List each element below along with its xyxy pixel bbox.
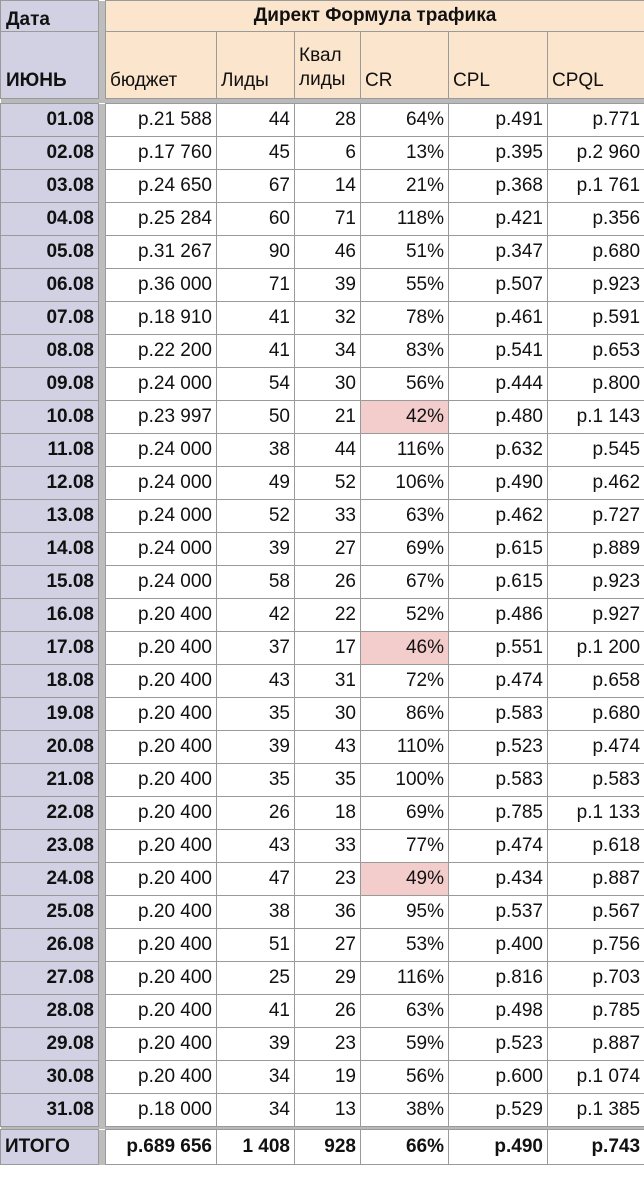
cell-budget: р.23 997 xyxy=(106,401,217,434)
cell-cpl: р.462 xyxy=(449,500,548,533)
cell-cpql: р.1 761 xyxy=(548,170,644,203)
table-row xyxy=(1,533,644,566)
column-gap xyxy=(99,665,106,698)
cell-budget: р.20 400 xyxy=(106,731,217,764)
cell-cpl: р.583 xyxy=(449,764,548,797)
cell-cr: 77% xyxy=(361,830,449,863)
cell-qual-leads: 30 xyxy=(295,368,361,401)
cell-leads: 43 xyxy=(217,830,295,863)
column-gap xyxy=(99,170,106,203)
cell-budget: р.18 000 xyxy=(106,1094,217,1127)
column-header-leads: Лиды xyxy=(217,32,295,99)
cell-leads: 35 xyxy=(217,764,295,797)
cell-date: 02.08 xyxy=(1,137,99,170)
cell-cpql: р.887 xyxy=(548,863,644,896)
cell-cr: 56% xyxy=(361,1061,449,1094)
cell-budget: р.20 400 xyxy=(106,698,217,731)
cell-cpql: р.618 xyxy=(548,830,644,863)
cell-cpql: р.703 xyxy=(548,962,644,995)
cell-cr: 63% xyxy=(361,995,449,1028)
total-row xyxy=(1,1130,644,1165)
column-gap xyxy=(99,599,106,632)
cell-date: 15.08 xyxy=(1,566,99,599)
cell-cr: 64% xyxy=(361,104,449,137)
cell-cr: 38% xyxy=(361,1094,449,1127)
cell-cpql: р.727 xyxy=(548,500,644,533)
cell-cr: 53% xyxy=(361,929,449,962)
header-month: ИЮНЬ xyxy=(1,32,99,99)
cell-qual-leads: 22 xyxy=(295,599,361,632)
total-cell-cpql: р.743 xyxy=(548,1130,644,1165)
cell-cpl: р.434 xyxy=(449,863,548,896)
cell-cr: 21% xyxy=(361,170,449,203)
cell-budget: р.20 400 xyxy=(106,632,217,665)
cell-budget: р.24 000 xyxy=(106,500,217,533)
cell-cr: 110% xyxy=(361,731,449,764)
cell-cr: 116% xyxy=(361,434,449,467)
cell-budget: р.20 400 xyxy=(106,665,217,698)
cell-budget: р.20 400 xyxy=(106,995,217,1028)
cell-cr: 86% xyxy=(361,698,449,731)
cell-qual-leads: 43 xyxy=(295,731,361,764)
cell-cpl: р.615 xyxy=(449,566,548,599)
cell-leads: 47 xyxy=(217,863,295,896)
cell-date: 12.08 xyxy=(1,467,99,500)
cell-budget: р.24 000 xyxy=(106,566,217,599)
table-row xyxy=(1,434,644,467)
cell-qual-leads: 44 xyxy=(295,434,361,467)
cell-cpql: р.771 xyxy=(548,104,644,137)
column-gap xyxy=(99,500,106,533)
cell-cpl: р.529 xyxy=(449,1094,548,1127)
cell-qual-leads: 34 xyxy=(295,335,361,368)
column-header-qual-leads: Квал лиды xyxy=(295,32,361,99)
cell-date: 25.08 xyxy=(1,896,99,929)
cell-leads: 41 xyxy=(217,335,295,368)
cell-cpl: р.491 xyxy=(449,104,548,137)
cell-qual-leads: 27 xyxy=(295,533,361,566)
cell-cr: 49% xyxy=(361,863,449,896)
column-gap xyxy=(99,995,106,1028)
column-gap xyxy=(99,1094,106,1127)
cell-cpql: р.1 385 xyxy=(548,1094,644,1127)
cell-leads: 44 xyxy=(217,104,295,137)
cell-cpql: р.591 xyxy=(548,302,644,335)
cell-qual-leads: 21 xyxy=(295,401,361,434)
cell-cr: 67% xyxy=(361,566,449,599)
table-row xyxy=(1,269,644,302)
cell-cr: 118% xyxy=(361,203,449,236)
cell-cpql: р.1 074 xyxy=(548,1061,644,1094)
cell-qual-leads: 30 xyxy=(295,698,361,731)
cell-cpl: р.583 xyxy=(449,698,548,731)
cell-leads: 34 xyxy=(217,1061,295,1094)
table-row xyxy=(1,863,644,896)
cell-cpl: р.474 xyxy=(449,830,548,863)
column-gap xyxy=(99,335,106,368)
total-cell-cpl: р.490 xyxy=(449,1130,548,1165)
table-row xyxy=(1,764,644,797)
column-gap xyxy=(99,797,106,830)
cell-qual-leads: 39 xyxy=(295,269,361,302)
cell-cr: 83% xyxy=(361,335,449,368)
cell-cpl: р.523 xyxy=(449,731,548,764)
cell-date: 24.08 xyxy=(1,863,99,896)
cell-leads: 39 xyxy=(217,533,295,566)
cell-cpl: р.615 xyxy=(449,533,548,566)
cell-qual-leads: 18 xyxy=(295,797,361,830)
cell-cpl: р.498 xyxy=(449,995,548,1028)
header-date: Дата xyxy=(1,1,99,32)
table-row xyxy=(1,632,644,665)
cell-cpl: р.507 xyxy=(449,269,548,302)
cell-leads: 34 xyxy=(217,1094,295,1127)
cell-budget: р.20 400 xyxy=(106,863,217,896)
column-gap xyxy=(99,368,106,401)
cell-cpql: р.545 xyxy=(548,434,644,467)
table-row xyxy=(1,500,644,533)
cell-budget: р.24 000 xyxy=(106,368,217,401)
cell-qual-leads: 36 xyxy=(295,896,361,929)
cell-cpl: р.461 xyxy=(449,302,548,335)
cell-budget: р.20 400 xyxy=(106,1028,217,1061)
cell-date: 16.08 xyxy=(1,599,99,632)
cell-budget: р.20 400 xyxy=(106,764,217,797)
cell-budget: р.20 400 xyxy=(106,962,217,995)
table-row xyxy=(1,1094,644,1127)
cell-budget: р.22 200 xyxy=(106,335,217,368)
column-gap xyxy=(99,731,106,764)
table-row xyxy=(1,401,644,434)
cell-date: 28.08 xyxy=(1,995,99,1028)
cell-cr: 55% xyxy=(361,269,449,302)
cell-budget: р.20 400 xyxy=(106,599,217,632)
cell-leads: 38 xyxy=(217,896,295,929)
cell-qual-leads: 33 xyxy=(295,830,361,863)
cell-leads: 52 xyxy=(217,500,295,533)
cell-cpql: р.1 143 xyxy=(548,401,644,434)
cell-date: 01.08 xyxy=(1,104,99,137)
cell-date: 05.08 xyxy=(1,236,99,269)
cell-cpql: р.653 xyxy=(548,335,644,368)
cell-qual-leads: 28 xyxy=(295,104,361,137)
cell-qual-leads: 26 xyxy=(295,995,361,1028)
column-gap xyxy=(99,104,106,137)
cell-date: 09.08 xyxy=(1,368,99,401)
cell-budget: р.24 000 xyxy=(106,467,217,500)
column-gap xyxy=(99,698,106,731)
cell-cpl: р.523 xyxy=(449,1028,548,1061)
cell-cr: 63% xyxy=(361,500,449,533)
cell-date: 07.08 xyxy=(1,302,99,335)
cell-date: 22.08 xyxy=(1,797,99,830)
cell-leads: 71 xyxy=(217,269,295,302)
cell-qual-leads: 13 xyxy=(295,1094,361,1127)
cell-leads: 58 xyxy=(217,566,295,599)
table-row xyxy=(1,566,644,599)
table-row xyxy=(1,896,644,929)
cell-leads: 49 xyxy=(217,467,295,500)
cell-cpl: р.537 xyxy=(449,896,548,929)
cell-cpl: р.400 xyxy=(449,929,548,962)
column-gap xyxy=(99,566,106,599)
cell-budget: р.20 400 xyxy=(106,797,217,830)
cell-cpql: р.583 xyxy=(548,764,644,797)
cell-date: 19.08 xyxy=(1,698,99,731)
cell-cr: 69% xyxy=(361,797,449,830)
table-row xyxy=(1,170,644,203)
cell-cpl: р.541 xyxy=(449,335,548,368)
cell-date: 03.08 xyxy=(1,170,99,203)
cell-leads: 41 xyxy=(217,995,295,1028)
table-row xyxy=(1,665,644,698)
table-row xyxy=(1,830,644,863)
total-cell-qual-leads: 928 xyxy=(295,1130,361,1165)
column-gap xyxy=(99,896,106,929)
column-gap xyxy=(99,863,106,896)
cell-leads: 90 xyxy=(217,236,295,269)
cell-date: 17.08 xyxy=(1,632,99,665)
column-gap xyxy=(99,236,106,269)
cell-budget: р.20 400 xyxy=(106,896,217,929)
cell-qual-leads: 29 xyxy=(295,962,361,995)
cell-leads: 42 xyxy=(217,599,295,632)
table-row xyxy=(1,467,644,500)
cell-qual-leads: 14 xyxy=(295,170,361,203)
cell-budget: р.20 400 xyxy=(106,929,217,962)
cell-date: 21.08 xyxy=(1,764,99,797)
cell-qual-leads: 46 xyxy=(295,236,361,269)
cell-cpql: р.923 xyxy=(548,269,644,302)
cell-cr: 106% xyxy=(361,467,449,500)
cell-qual-leads: 52 xyxy=(295,467,361,500)
cell-cpql: р.680 xyxy=(548,236,644,269)
cell-leads: 43 xyxy=(217,665,295,698)
cell-qual-leads: 32 xyxy=(295,302,361,335)
table-row xyxy=(1,599,644,632)
cell-date: 18.08 xyxy=(1,665,99,698)
column-gap xyxy=(99,269,106,302)
table-row xyxy=(1,698,644,731)
cell-date: 14.08 xyxy=(1,533,99,566)
column-header-budget: бюджет xyxy=(106,32,217,99)
cell-cpl: р.480 xyxy=(449,401,548,434)
cell-date: 08.08 xyxy=(1,335,99,368)
cell-cpql: р.567 xyxy=(548,896,644,929)
cell-cpl: р.785 xyxy=(449,797,548,830)
table-row xyxy=(1,368,644,401)
cell-cpql: р.2 960 xyxy=(548,137,644,170)
column-gap xyxy=(99,1061,106,1094)
cell-cr: 59% xyxy=(361,1028,449,1061)
cell-budget: р.36 000 xyxy=(106,269,217,302)
cell-budget: р.18 910 xyxy=(106,302,217,335)
cell-cpql: р.680 xyxy=(548,698,644,731)
table-row xyxy=(1,137,644,170)
cell-cpl: р.368 xyxy=(449,170,548,203)
cell-budget: р.25 284 xyxy=(106,203,217,236)
cell-qual-leads: 6 xyxy=(295,137,361,170)
table-row xyxy=(1,929,644,962)
table-title: Директ Формула трафика xyxy=(106,1,644,32)
table-row xyxy=(1,104,644,137)
cell-cpl: р.632 xyxy=(449,434,548,467)
cell-cr: 116% xyxy=(361,962,449,995)
cell-leads: 54 xyxy=(217,368,295,401)
column-gap xyxy=(99,467,106,500)
cell-qual-leads: 71 xyxy=(295,203,361,236)
cell-budget: р.20 400 xyxy=(106,1061,217,1094)
cell-qual-leads: 33 xyxy=(295,500,361,533)
column-gap xyxy=(99,434,106,467)
cell-leads: 26 xyxy=(217,797,295,830)
cell-cpl: р.421 xyxy=(449,203,548,236)
cell-date: 31.08 xyxy=(1,1094,99,1127)
cell-cpql: р.785 xyxy=(548,995,644,1028)
table-row xyxy=(1,1061,644,1094)
column-header-cpql: CPQL xyxy=(548,32,644,99)
column-gap xyxy=(99,764,106,797)
cell-budget: р.31 267 xyxy=(106,236,217,269)
cell-cpql: р.474 xyxy=(548,731,644,764)
total-cell-cr: 66% xyxy=(361,1130,449,1165)
cell-leads: 35 xyxy=(217,698,295,731)
cell-cpl: р.816 xyxy=(449,962,548,995)
cell-cpl: р.395 xyxy=(449,137,548,170)
cell-date: 20.08 xyxy=(1,731,99,764)
cell-qual-leads: 17 xyxy=(295,632,361,665)
cell-budget: р.17 760 xyxy=(106,137,217,170)
column-gap xyxy=(99,302,106,335)
cell-qual-leads: 23 xyxy=(295,1028,361,1061)
cell-leads: 60 xyxy=(217,203,295,236)
cell-date: 06.08 xyxy=(1,269,99,302)
total-cell-budget: р.689 656 xyxy=(106,1130,217,1165)
column-gap xyxy=(99,1028,106,1061)
cell-date: 27.08 xyxy=(1,962,99,995)
cell-cr: 42% xyxy=(361,401,449,434)
cell-qual-leads: 31 xyxy=(295,665,361,698)
column-gap xyxy=(99,401,106,434)
column-gap xyxy=(99,929,106,962)
table-row xyxy=(1,962,644,995)
table-row xyxy=(1,335,644,368)
cell-cpql: р.923 xyxy=(548,566,644,599)
cell-cr: 13% xyxy=(361,137,449,170)
cell-cr: 56% xyxy=(361,368,449,401)
cell-leads: 39 xyxy=(217,731,295,764)
cell-cr: 78% xyxy=(361,302,449,335)
column-gap xyxy=(99,1130,106,1165)
cell-cpql: р.658 xyxy=(548,665,644,698)
cell-qual-leads: 23 xyxy=(295,863,361,896)
cell-cpl: р.347 xyxy=(449,236,548,269)
cell-budget: р.21 588 xyxy=(106,104,217,137)
column-gap xyxy=(99,1,106,99)
cell-cpql: р.927 xyxy=(548,599,644,632)
cell-cpql: р.756 xyxy=(548,929,644,962)
column-gap xyxy=(99,203,106,236)
cell-leads: 39 xyxy=(217,1028,295,1061)
column-gap xyxy=(99,830,106,863)
cell-cpl: р.600 xyxy=(449,1061,548,1094)
cell-leads: 25 xyxy=(217,962,295,995)
cell-cpl: р.490 xyxy=(449,467,548,500)
cell-budget: р.24 650 xyxy=(106,170,217,203)
cell-cpl: р.474 xyxy=(449,665,548,698)
cell-leads: 51 xyxy=(217,929,295,962)
cell-cpql: р.889 xyxy=(548,533,644,566)
cell-budget: р.24 000 xyxy=(106,533,217,566)
cell-leads: 37 xyxy=(217,632,295,665)
cell-date: 30.08 xyxy=(1,1061,99,1094)
cell-cpl: р.551 xyxy=(449,632,548,665)
cell-cpql: р.1 133 xyxy=(548,797,644,830)
cell-cpl: р.486 xyxy=(449,599,548,632)
column-gap xyxy=(99,632,106,665)
cell-cr: 100% xyxy=(361,764,449,797)
table-row xyxy=(1,731,644,764)
cell-budget: р.24 000 xyxy=(106,434,217,467)
column-gap xyxy=(99,533,106,566)
total-cell-leads: 1 408 xyxy=(217,1130,295,1165)
cell-cr: 46% xyxy=(361,632,449,665)
total-label: ИТОГО xyxy=(1,1130,99,1165)
cell-date: 26.08 xyxy=(1,929,99,962)
cell-cr: 69% xyxy=(361,533,449,566)
table-row xyxy=(1,203,644,236)
cell-leads: 50 xyxy=(217,401,295,434)
cell-date: 29.08 xyxy=(1,1028,99,1061)
cell-cpql: р.462 xyxy=(548,467,644,500)
table-row xyxy=(1,995,644,1028)
cell-leads: 67 xyxy=(217,170,295,203)
cell-cpql: р.800 xyxy=(548,368,644,401)
cell-leads: 38 xyxy=(217,434,295,467)
cell-date: 11.08 xyxy=(1,434,99,467)
cell-date: 23.08 xyxy=(1,830,99,863)
cell-qual-leads: 35 xyxy=(295,764,361,797)
cell-cpql: р.887 xyxy=(548,1028,644,1061)
column-gap xyxy=(99,962,106,995)
cell-cpl: р.444 xyxy=(449,368,548,401)
column-gap xyxy=(99,137,106,170)
cell-cpql: р.1 200 xyxy=(548,632,644,665)
cell-qual-leads: 27 xyxy=(295,929,361,962)
table-row xyxy=(1,236,644,269)
cell-leads: 41 xyxy=(217,302,295,335)
cell-leads: 45 xyxy=(217,137,295,170)
cell-cr: 72% xyxy=(361,665,449,698)
table-row xyxy=(1,302,644,335)
cell-date: 04.08 xyxy=(1,203,99,236)
cell-date: 13.08 xyxy=(1,500,99,533)
cell-cr: 95% xyxy=(361,896,449,929)
cell-qual-leads: 19 xyxy=(295,1061,361,1094)
column-header-cpl: CPL xyxy=(449,32,548,99)
cell-budget: р.20 400 xyxy=(106,830,217,863)
cell-cr: 52% xyxy=(361,599,449,632)
cell-date: 10.08 xyxy=(1,401,99,434)
cell-cpql: р.356 xyxy=(548,203,644,236)
cell-cr: 51% xyxy=(361,236,449,269)
table-row xyxy=(1,797,644,830)
cell-qual-leads: 26 xyxy=(295,566,361,599)
column-header-cr: CR xyxy=(361,32,449,99)
table-row xyxy=(1,1028,644,1061)
